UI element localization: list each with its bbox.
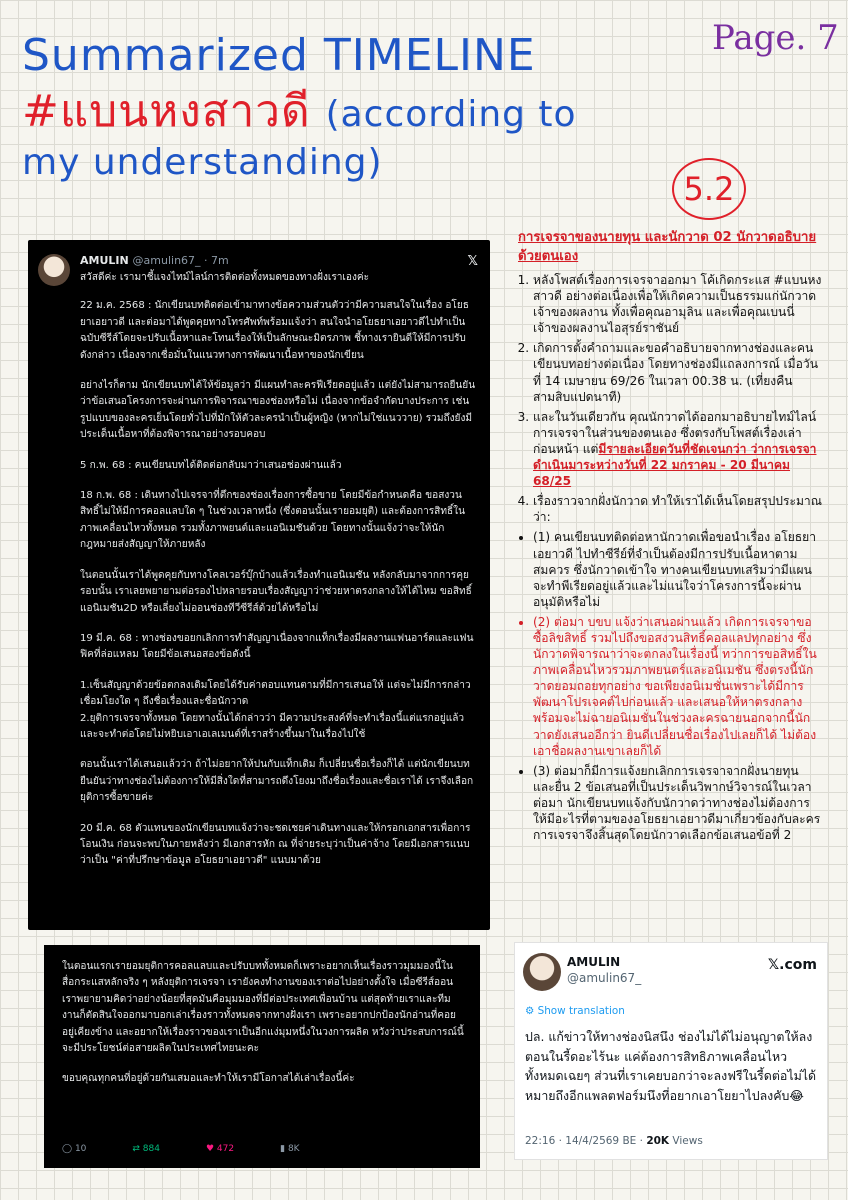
repost-count[interactable]: ⇄ 884	[132, 1144, 160, 1154]
list-item: 4. เรื่องราวจากฝั่งนักวาด ทำให้เราได้เห็นโดยสรุปประมาณว่า:	[533, 493, 822, 525]
views-count: 20K	[646, 1135, 670, 1147]
summary-notes	[500, 228, 822, 847]
translate-icon: ⚙	[525, 1005, 538, 1017]
tweet-paragraph: ขอบคุณทุกคนที่อยู่ด้วยกันเสมอและทำให้เรามีโอกาสได้เล่าเรื่องนี้ค่ะ	[62, 1073, 355, 1085]
tweet-screenshot-main	[28, 240, 490, 930]
tweet-paragraph: อย่างไรก็ตาม นักเขียนบทได้ให้ข้อมูลว่า มีแผนทำละครฟีเรียดอยู่แล้ว แต่ยังไม่สามารถยืนยันว่าข้อเสนอโครงการจะผ่านการพิจารณาของช่องหรือไม่ เนื่องจากข้อจำกัดบางประการ เช่น รูปแบบของละครเย็นโดยทั่วไปที่มักให้ตัวละครนำเป็นผู้หญิง (หากไม่ใช่แนววาย) รวมถึงยังมีประเด็นเนื้อหาที่ต้องพิจารณาอย่างรอบคอบ	[80, 380, 476, 441]
tweet-screenshot-quote	[514, 942, 828, 1160]
bullet-item: • (1) คนเขียนบทติดต่อหานักวาดเพื่อขอนำเรื่อง อโยธยาเอยาวดี ไปทำซีรีย์ที่จำเป็นต้องมีการปรับเนื้อหาตามสมควร ซึ่งนักวาดเข้าใจ ทางคนเขียนบทเสริมว่ามีแผนจะทำพีเรียดอยู่แล้วและไม่แน่ใจว่าโครงการนี้จะผ่านอนุมัติหรือไม่	[533, 529, 822, 609]
notes-bullets	[500, 529, 822, 843]
author-handle: @amulin67_	[567, 971, 642, 985]
tweet-body	[80, 270, 476, 884]
view-count[interactable]: ▮ 8K	[280, 1144, 300, 1154]
tweet-paragraph: ในตอนนั้นเราได้พูดคุยกับทางโคลเวอร์บุ๊กบ้างแล้วเรื่องทำแอนิเมชัน หลังกลับมาจากการคุยรอบนั้น เราเลยพยายามต่อรองไปหลายรอบเรื่องสัญญาว่าช่วยหาตรงกลางให้ได้ไหม ขอสิทธิ์แอนิเมชัน2D หรือเลี่ยงไม่ออนช่องทีวีซีรีส์ด้วยได้หรือไม่	[80, 569, 472, 614]
page-number: Page. 7	[712, 18, 839, 58]
tweet-timestamp: 22:16 · 14/4/2569 BE · 20K Views	[525, 1135, 703, 1147]
reply-icon: ◯	[62, 1144, 75, 1154]
like-count[interactable]: ♥ 472	[205, 1144, 235, 1154]
tweet-paragraph: 5 ก.พ. 68 : คนเขียนบทได้ติดต่อกลับมาว่าเสนอช่องผ่านแล้ว	[80, 459, 342, 471]
tweet-body	[62, 959, 464, 1102]
x-logo-icon: 𝕏.com	[767, 957, 817, 973]
title-line-3: my understanding)	[22, 142, 383, 183]
avatar	[38, 254, 70, 286]
section-number-badge: 5.2	[672, 158, 746, 220]
tweet-paragraph: ตอนนั้นเราได้เสนอแล้วว่า ถ้าไม่อยากให้ปนกับแท็กเดิม ก็เปลี่ยนชื่อเรื่องก็ได้ แต่นักเขียนบทยืนยันว่าทางช่องไม่ต้องการให้มีสิ่งใดที่สามารถดึงโยงมาถึงชื่อเรื่องและชื่อเราได้ เราจึงเลือกยุติการซื้อขายค่ะ	[80, 759, 474, 804]
highlight-dates: มีรายละเอียดวันที่ชัดเจนกว่า ว่าการเจรจาดำเนินมาระหว่างวันที่ 22 มกราคม - 20 มีนาคม 68/25	[533, 441, 817, 489]
author-name: AMULIN	[80, 254, 129, 267]
reply-count[interactable]: ◯ 10	[62, 1144, 87, 1154]
show-translation-link[interactable]: ⚙ Show translation	[525, 1005, 625, 1017]
list-item	[533, 409, 822, 489]
bullet-item: • (3) ต่อมาก็มีการแจ้งยกเลิกการเจรจาจากฝั่งนายทุน และยื่น 2 ข้อเสนอที่เป็นประเด็นวิพากษ์วิจารณ์ในเวลาต่อมา นักเขียนบทแจ้งกับนักวาดว่าทางช่องไม่ต้องการให้มีอะไรที่ตามของอโยธยาเอยาวดีมาเกี่ยวข้องกับละคร การเจรจาจึงสิ้นสุดโดยนักวาดเลือกข้อเสนอข้อที่ 2	[533, 763, 822, 843]
page-title	[22, 28, 722, 183]
bullet-item: • (2) ต่อมา บขบ แจ้งว่าเสนอผ่านแล้ว เกิดการเจรจาขอซื้อลิขสิทธิ์ รวมไปถึงขอสงวนสิทธิ์คอลแลปทุกอย่าง ซึ่งนักวาดพิจารณาว่าจะตกลงในเรื่องนี้ ทว่าการขอสิทธิ์ในภาพเคลื่อนไหวรวมภาพยนตร์และอนิเมชัน ซึ่งตรงนี้นักวาดยอมถอยทุกอย่าง ขอเพียงอนิเมชั่นเพราะได้มีการพัฒนาโปรเจคต์ไปก่อนแล้ว และเสนอให้หาตรงกลางพร้อมจะไม่ฉายอนิเมชั่นในช่วงละครฉายนอกจากนี้นักวาดยังเสนออีกว่า ยินดีเปลี่ยนชื่อเรื่องไปเลยก็ได้ ไม่ต้องเอาชื่อผลงานเขาเลยก็ได้	[533, 614, 822, 759]
item3-text: และในวันเดียวกัน คุณนักวาดได้ออกมาอธิบายไทม์ไลน์การเจรจาในส่วนของตนเอง ซึ่งตรงกับโพสต์เรื่องเล่าก่อนหน้า แต่	[533, 409, 817, 456]
tweet-paragraph: 22 ม.ค. 2568 : นักเขียนบทติดต่อเข้ามาทางข้อความส่วนตัวว่ามีความสนใจในเรื่อง อโยธยาเอยาวดี และต่อมาได้พูดคุยทางโทรศัพท์พร้อมแจ้งว่า สนใจนำอโยธยาเอยาวดีไปทำเป็นฉบับซีรีส์โดยจะปรับเนื้อหาและโทนเรื่องให้เป็นลักษณะมิตรภาพ ชี้ทางเรายินดีให้มีการปรับดังกล่าว เนื่องจากเชื่อมั่นในแนวทางการพัฒนาเนื้อหาของนักเขียน	[80, 300, 469, 361]
tweet-paragraph: 20 มี.ค. 68 ตัวแทนของนักเขียนบทแจ้งว่าจะชดเชยค่าเดินทางและให้กรอกเอกสารเพื่อการโอนเงิน ก่อนจะพบในภายหลังว่า มีเอกสารหัก ณ ที่จ่ายระบุว่าเป็นค่าจ้าง โดยมีเอกสารแนบว่าเป็น "ค่าที่ปรึกษาข้อมูล อโยธยาเอยาวดี" แนบมาด้วย	[80, 822, 471, 867]
author-name: AMULIN	[567, 955, 621, 969]
tweet-paragraph: สวัสดีค่ะ เรามาชี้แจงไทม์ไลน์การติดต่อทั้งหมดของทางฝั่งเราเองค่ะ	[80, 272, 370, 283]
views-icon: ▮	[280, 1144, 288, 1154]
author-handle: @amulin67_ · 7m	[132, 254, 229, 267]
tweet-paragraph: 18 ก.พ. 68 : เดินทางไปเจรจาที่ตึกของช่องเรื่องการซื้อขาย โดยมีข้อกำหนดคือ ขอสงวนสิทธิ์ไม่ให้มีการคอลแลบใด ๆ ในช่วงเวลาหนึ่ง (ซึ่งตอนนั้นเรายอมยุติ) และต้องการสิทธิ์ในภาพเคลื่อนไหวทั้งหมด รวมทั้งภาพยนต์และแอนิเมชันด้วย โดยทางนั้นแจ้งว่าจะให้นักกฎหมายส่งสัญญาให้ภายหลัง	[80, 490, 465, 551]
heart-icon: ♥	[205, 1144, 217, 1154]
title-line-1: Summarized TIMELINE	[22, 30, 536, 81]
title-hashtag: #แบนหงสาวดี	[22, 86, 311, 137]
list-item: 2. เกิดการตั้งคำถามและขอคำอธิบายจากทางช่องและคนเขียนบทอย่างต่อเนื่อง โดยทางช่องมีแถลงการณ์ เมื่อวันที่ 14 เมษายน 69/26 ในเวลา 00.38 น. (เที่ยงคืน สามสิบแปดนาที)	[533, 340, 822, 404]
tweet-paragraph: 19 มี.ค. 68 : ทางช่องขอยกเลิกการทำสัญญาเนื่องจากแท็กเรื่องมีผลงานแฟนอาร์ตและแฟนฟิคที่ล่อแหลม โดยมีข้อเสนอสองข้อดังนี้	[80, 632, 474, 661]
tweet-paragraph: 1.เซ็นสัญญาด้วยข้อตกลงเดิมโดยได้รับค่าตอบแทนตามที่มีการเสนอให้ แต่จะไม่มีการกล่าวเชื่อมโยงใด ๆ ถึงชื่อเรื่องและชื่อนักวาด 2.ยุติการเจรจาทั้งหมด โดยทางนั้นได้กล่าวว่า มีความประสงค์ที่จะทำเรื่องนี้แต่แรกอยู่แล้ว และจะทำต่อโดยไม่หยิบเอาเอเลเมนต์ที่เราสร้างขึ้นมาในเรื่องไปใช้	[80, 679, 471, 740]
tweet-stats	[62, 1144, 464, 1154]
repost-icon: ⇄	[132, 1144, 143, 1154]
avatar	[523, 953, 561, 991]
tweet-paragraph: ในตอนแรกเรายอมยุติการคอลแลบและปรับบททั้งหมดก็เพราะอยากเห็นเรื่องราวมุมมองนี้ในสื่อกระแสหลักจริง ๆ หลังยุติการเจรจา เรายังคงทำงานของเราต่อไปอย่างตั้งใจ เมื่อซีรีส์ออน เราพยายามคิดว่าอย่างน้อยที่สุดมันคือมุมมองที่มีต่อประเทศเพื่อนบ้าน แต่สุดท้ายเราและทีมงานก็ตัดสินใจออกมาบอกเล่าเรื่องราวทั้งหมดจากทางฝั่งเรา เพราะอยากปกป้องนักอ่านที่คอยอยู่เคียงข้าง และอยากให้เรื่องราวของเราเป็นอีกแง่มุมหนึ่งในวงการผลิต หวังว่าประสบการณ์นี้จะมีประโยชน์ต่อสายผลิตในประเทศไทยนะคะ	[62, 961, 464, 1055]
tweet-screenshot-continued	[44, 945, 480, 1168]
tweet-body: ปล. แก้ข่าวให้ทางช่องนิสนึง ช่องไม่ได้ไม่อนุญาตให้ลงตอนในรี้ดอะไร้นะ แค่ต้องการสิทธิภาพเคลื่อนไหวทั้งหมดเฉยๆ ส่วนที่เราเคยบอกว่าจะลงฟรีในรี้ดต่อไม่ได้ หมายถึงอีกแพลตฟอร์มนึงที่อยากเอาโยยาไปลงคับ😂	[525, 1029, 817, 1103]
notes-list	[500, 272, 822, 525]
notes-heading: การเจรจาของนายทุน และนักวาด 02 นักวาดอธิบายด้วยตนเอง	[518, 230, 817, 264]
title-paren: (according to	[325, 94, 577, 135]
x-logo-icon: 𝕏	[467, 254, 478, 269]
list-item: 1. หลังโพสต์เรื่องการเจรจาออกมา โค้เกิดกระแส #แบนหงสาวดี อย่างต่อเนื่องเพื่อให้เกิดความเป็นธรรมแก่นักวาดเจ้าของผลงาน ทั้งเพื่อคุณอามุลิน และเพื่อคุณเบนนี่ เจ้าของผลงานไอสุรย์ราชันย์	[533, 272, 822, 336]
